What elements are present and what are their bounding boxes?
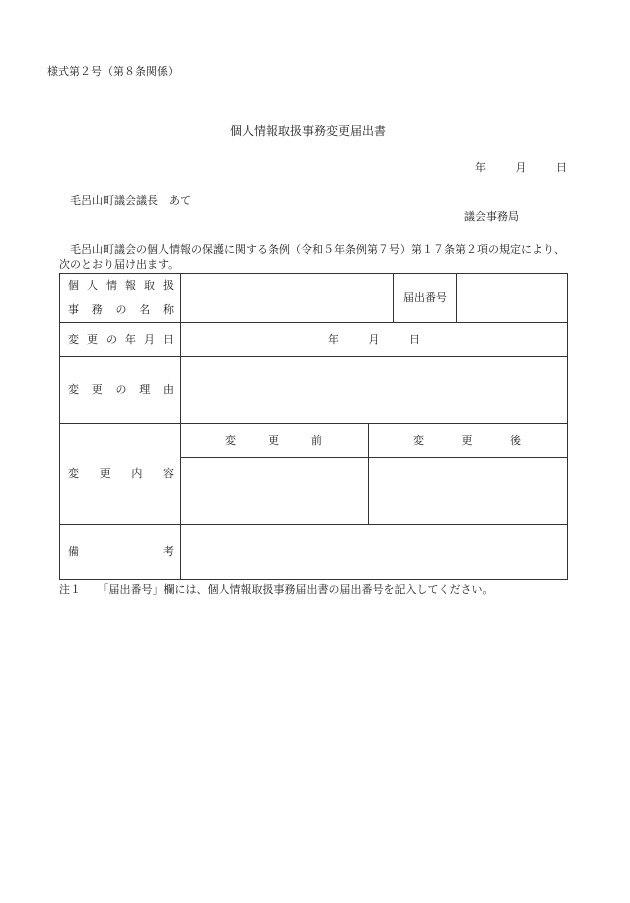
body-text-line1: 毛呂山町議会の個人情報の保護に関する条例（令和５年条例第７号）第１７条第２項の規定により、 xyxy=(70,243,565,256)
change-date-value-cell[interactable] xyxy=(181,323,568,357)
remarks-label-cell: 備 考 xyxy=(60,525,181,580)
before-value-cell[interactable] xyxy=(181,458,369,525)
notification-number-label: 届出番号 xyxy=(394,274,457,323)
change-date-month: 月 xyxy=(368,332,380,346)
change-date-day: 日 xyxy=(409,332,420,346)
reason-label-cell: 変 更 の 理 由 xyxy=(60,357,181,424)
date-year: 年 xyxy=(475,161,486,174)
content-label-cell: 変 更 内 容 xyxy=(60,424,181,525)
name-label-line1: 個 人 情 報 取 扱 xyxy=(68,279,174,292)
before-label-cell: 変 更 前 xyxy=(181,424,369,458)
addressee: 毛呂山町議会議長 あて xyxy=(70,194,191,207)
date-month: 月 xyxy=(515,161,527,174)
name-label-line2: 事 務 の 名 称 xyxy=(68,303,174,316)
date-day: 日 xyxy=(556,161,567,174)
footnote: 注１ 「届出番号」欄には、個人情報取扱事務届出書の届出番号を記入してください。 xyxy=(59,583,494,596)
change-date-year: 年 xyxy=(328,332,339,346)
name-value-cell[interactable] xyxy=(181,274,394,323)
remarks-value-cell[interactable] xyxy=(181,525,568,580)
after-value-cell[interactable] xyxy=(369,458,568,525)
sender: 議会事務局 xyxy=(464,210,519,223)
body-text-line2: 次のとおり届け出ます。 xyxy=(59,258,180,271)
after-label-cell: 変 更 後 xyxy=(369,424,568,458)
date-line xyxy=(475,161,567,175)
change-notification-table xyxy=(59,273,568,580)
page-title: 個人情報取扱事務変更届出書 xyxy=(230,124,387,138)
name-label-cell xyxy=(60,274,181,323)
notification-number-value-cell[interactable] xyxy=(457,274,568,323)
reason-value-cell[interactable] xyxy=(181,357,568,424)
form-number: 様式第２号（第８条関係） xyxy=(47,65,179,78)
change-date-label-cell: 変 更 の 年 月 日 xyxy=(60,323,181,357)
